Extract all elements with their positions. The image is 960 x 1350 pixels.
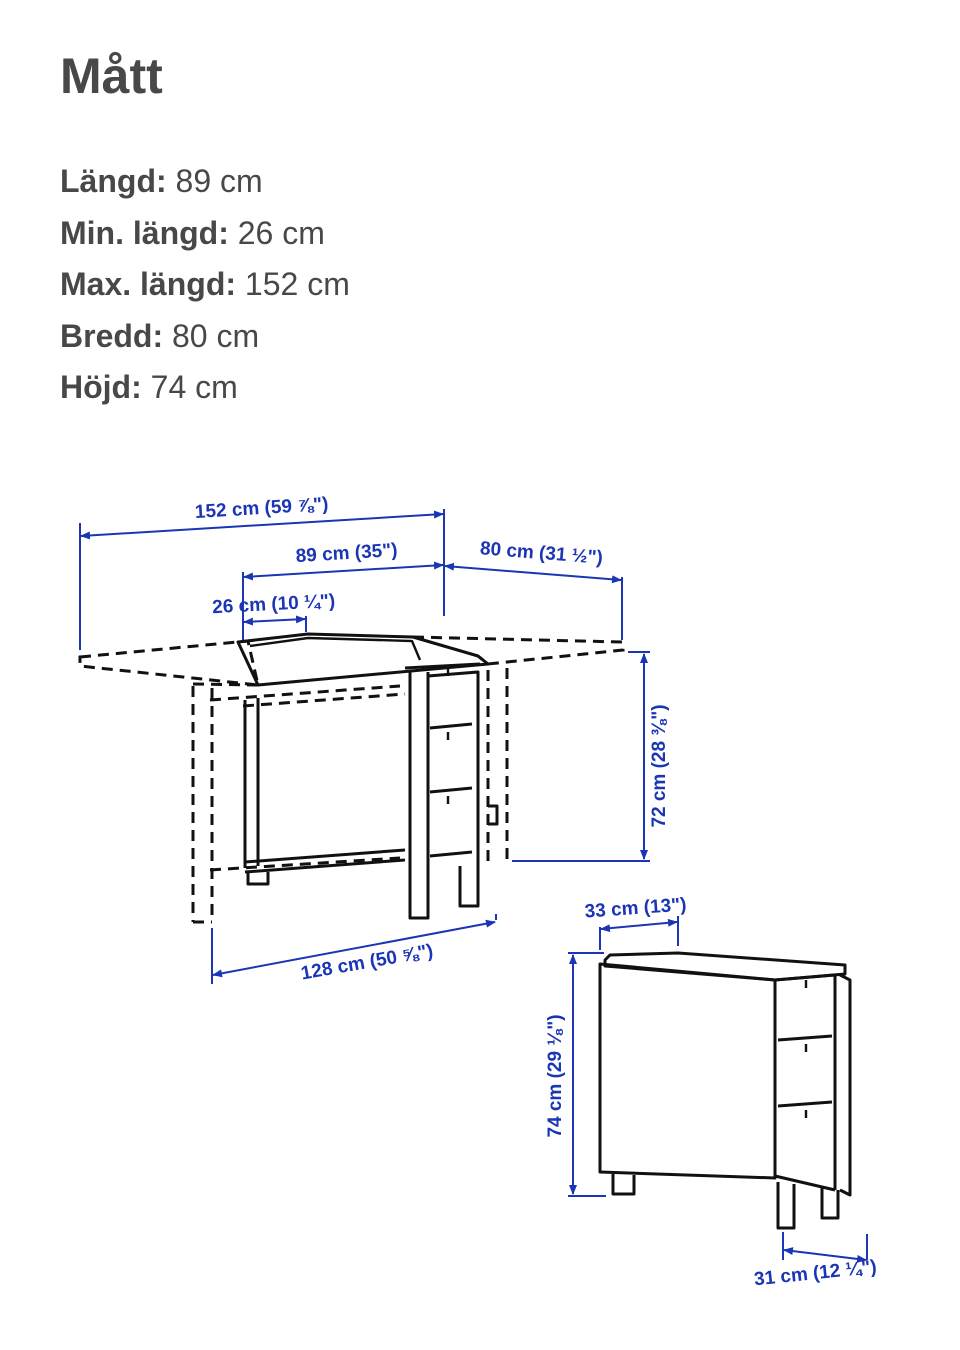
dim-leg-height: 72 cm (28 ⅜") — [649, 704, 670, 828]
spec-value: 89 cm — [166, 163, 263, 199]
dim-top-depth: 33 cm (13") — [584, 894, 688, 923]
folded-table-dimensions — [545, 894, 878, 1290]
spec-value: 74 cm — [141, 369, 238, 405]
page-title: Mått — [60, 48, 163, 104]
spec-label: Höjd: — [60, 369, 142, 405]
spec-label: Max. längd: — [60, 266, 237, 302]
dim-base-length: 128 cm (50 ⅝") — [299, 940, 435, 985]
dim-max-length: 152 cm (59 ⅞") — [194, 493, 330, 524]
spec-value: 80 cm — [163, 317, 260, 354]
dim-min-length: 26 cm (10 ¼") — [211, 590, 336, 619]
spec-label: Bredd: — [60, 317, 164, 354]
dim-length: 89 cm (35") — [295, 539, 399, 568]
folded-table-drawing — [600, 953, 850, 1228]
dim-width: 80 cm (31 ½") — [479, 538, 604, 569]
spec-label: Längd: — [60, 163, 167, 199]
spec-value: 26 cm — [228, 214, 325, 251]
open-table-drawing — [80, 634, 623, 922]
dim-folded-height: 74 cm (29 ⅛") — [545, 1014, 566, 1138]
dim-base-depth: 31 cm (12 ¼") — [753, 1256, 878, 1291]
open-table-dimensions — [80, 494, 670, 985]
spec-label: Min. längd: — [60, 214, 229, 251]
spec-value: 152 cm — [236, 266, 350, 302]
